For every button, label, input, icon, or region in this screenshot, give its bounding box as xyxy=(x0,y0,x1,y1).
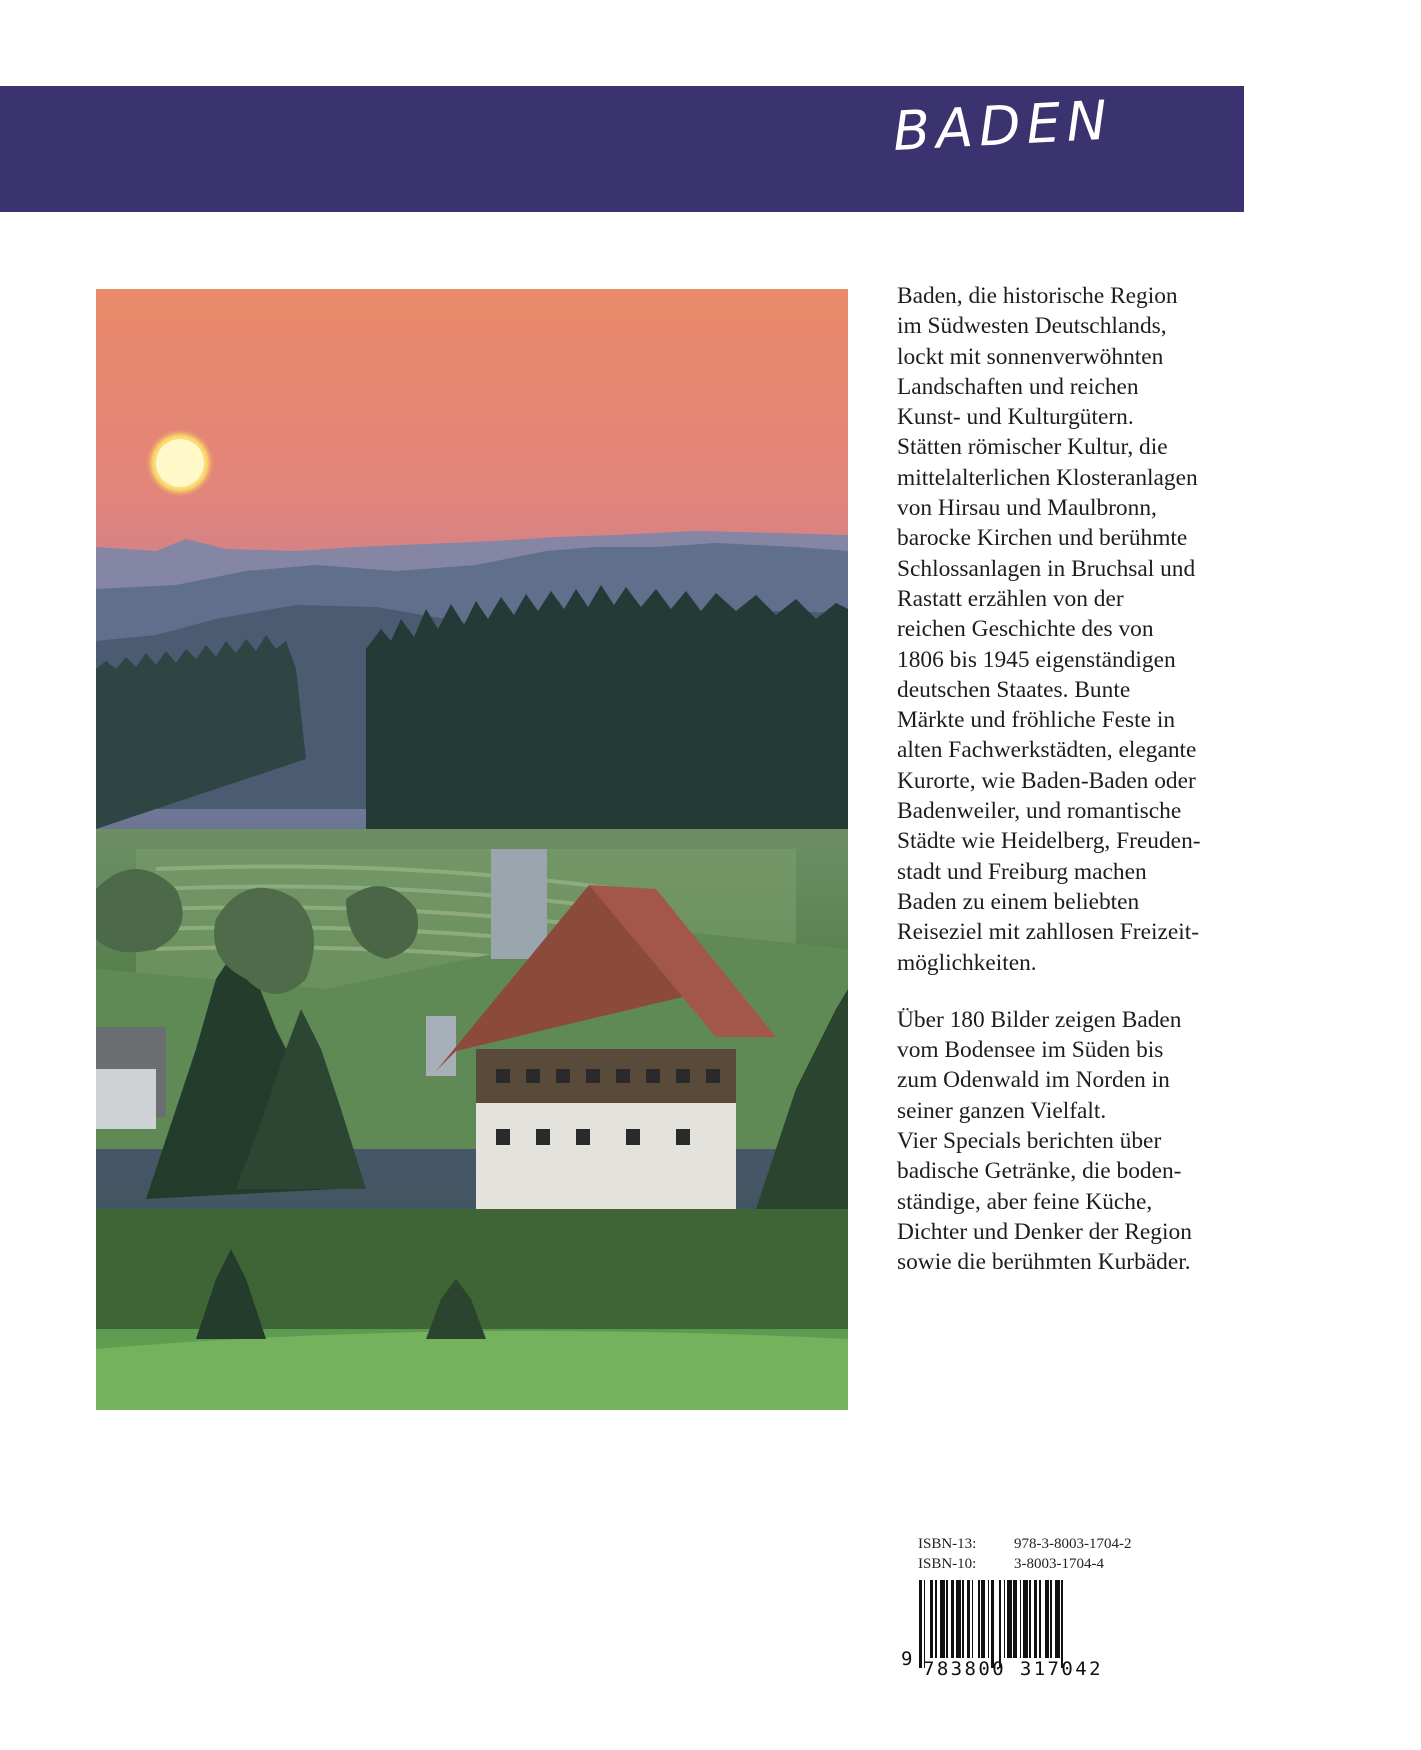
barcode-bar xyxy=(1013,1580,1016,1658)
barcode-bar xyxy=(972,1580,974,1658)
barcode-bar xyxy=(1045,1580,1048,1658)
barcode-digits: 783800 317042 xyxy=(923,1658,1103,1680)
barcode-bar xyxy=(956,1580,961,1658)
barcode-bar xyxy=(1007,1580,1012,1658)
barcode xyxy=(901,1580,1117,1680)
barcode-bar xyxy=(951,1580,954,1658)
barcode-bar xyxy=(962,1580,964,1658)
barcode-bar xyxy=(967,1580,970,1658)
cover-title: BADEN xyxy=(891,88,1115,163)
barcode-bar xyxy=(924,1580,926,1668)
barcode-bar xyxy=(940,1580,945,1658)
isbn10-value: 3-8003-1704-4 xyxy=(1014,1556,1104,1572)
barcode-bar xyxy=(999,1580,1001,1668)
barcode-bar xyxy=(1039,1580,1041,1658)
barcode-bar xyxy=(935,1580,937,1658)
blurb xyxy=(897,281,1257,1278)
barcode-bar xyxy=(1004,1580,1006,1658)
barcode-bar xyxy=(1034,1580,1037,1658)
barcode-bars xyxy=(919,1580,1117,1658)
barcode-first-digit: 9 xyxy=(901,1648,913,1670)
isbn10-label: ISBN-10: xyxy=(918,1556,977,1572)
barcode-bar xyxy=(991,1580,994,1668)
isbn10-row xyxy=(918,1554,1131,1574)
barcode-bar xyxy=(919,1580,922,1668)
barcode-bar xyxy=(981,1580,984,1658)
blurb-paragraph-intro: Baden, die historische Region im Südwesten Deutschlands, lockt mit sonnenverwöhnten Landschaften und reichen Kunst- und Kulturgütern. Stätten römischer Kultur, die mittelalterlichen Klosteranlagen von Hirsau und Maulbronn, barocke Kirchen und berühmte Schlossanlagen in Bruchsal und Rastatt erzählen von der reichen Geschichte des von 1806 bis 1945 eigenständigen deutschen Staates. Bunte Märkte und fröhliche Feste in alten Fachwerkstädten, elegante Kurorte, wie Baden-Baden oder Badenweiler, und romantische Städte wie Heidelberg, Freuden- stadt und Freiburg machen Baden zu einem beliebten Reiseziel mit zahllosen Freizeit- möglichkeiten. xyxy=(897,283,1201,976)
isbn-block xyxy=(918,1534,1131,1574)
isbn13-value: 978-3-8003-1704-2 xyxy=(1014,1536,1132,1552)
isbn13-row xyxy=(918,1534,1131,1554)
isbn13-label: ISBN-13: xyxy=(918,1536,977,1552)
barcode-bar xyxy=(978,1580,980,1658)
barcode-bar xyxy=(1020,1580,1022,1658)
barcode-bar xyxy=(1061,1580,1063,1668)
blurb-paragraph-contents: Über 180 Bilder zeigen Baden vom Bodensee im Süden bis zum Odenwald im Norden in seiner ganzen Vielfalt. Vier Specials berichten über badische Getränke, die boden- ständige, aber feine Küche, Dichter und Denker der Region sowie die berühmten Kurbäder. xyxy=(897,1006,1192,1276)
barcode-bar xyxy=(946,1580,948,1658)
barcode-bar xyxy=(1029,1580,1031,1658)
barcode-bar xyxy=(1023,1580,1028,1658)
barcode-bar xyxy=(1055,1580,1060,1658)
barcode-bar xyxy=(988,1580,990,1658)
cover-photo xyxy=(96,289,848,1410)
barcode-bar xyxy=(1050,1580,1052,1658)
barcode-bar xyxy=(930,1580,933,1658)
